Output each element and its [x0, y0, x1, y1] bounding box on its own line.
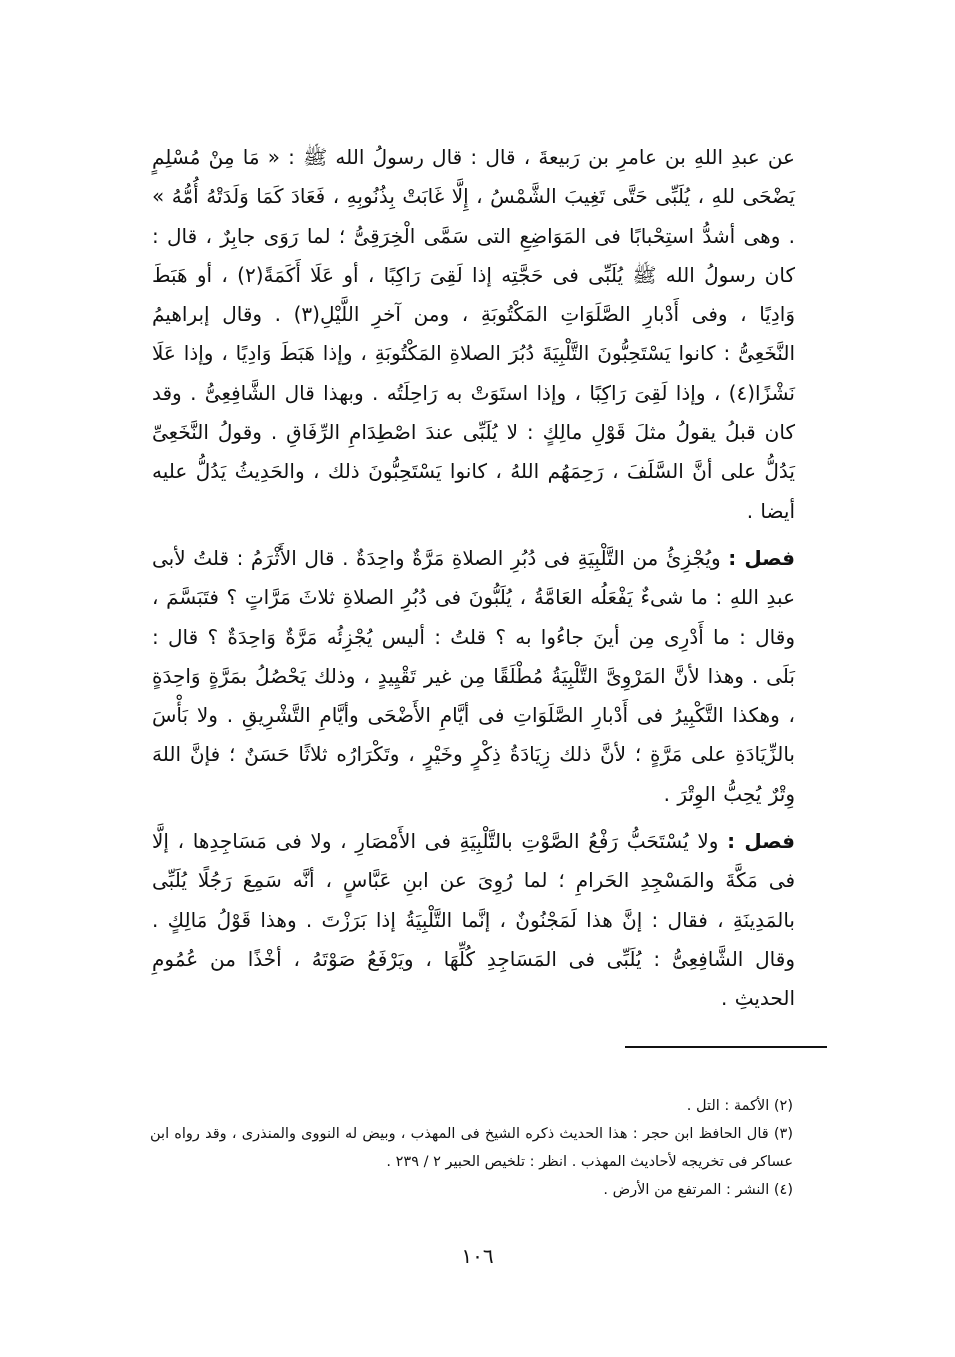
paragraph-fasl-once-after-prayer	[152, 539, 795, 814]
paragraph-text: ويُجْزِئُ من التَّلْبِيَةِ فى دُبُرِ الصلاةِ مَرَّةٌ واحِدَةٌ . قال الأَثْرَمُ : قلتُ لأبى عبدِ اللهِ : ما شىءٌ يَفْعَلُه العَامَّةُ ، يُلَبُّونَ فى دُبُرِ الصلاةِ ثلاثَ مَرَّاتٍ ؟ فتَبَسَّمَ ، وقال : ما أَدْرِى مِن أينَ جاءُوا به ؟ قلتُ : أليس يُجْزِئُه مَرَّةٌ وَاحِدَةٌ ؟ قال : بَلَى . وهذا لأنَّ المَرْوِىَّ التَّلْبِيَةُ مُطْلَقًا مِن غير تَقْيِيدٍ ، وذلك يَحْصُلُ بمَرَّةٍ وَاحِدَةٍ ، وهكذا التَّكْبِيرُ فى أَدْبارِ الصَّلَوَاتِ فى أيَّامِ الأَضْحَى وأيَّامِ التَّشْرِيقِ . ولا بَأْسَ بالزِّيَادَةِ على مَرَّةٍ ؛ لأنَّ ذلك زِيَادَةُ ذِكْرٍ وخَيْرٍ ، وتَكْرَارُه ثلاثًا حَسَنٌ ؛ فإنَّ اللهَ وِتْرٌ يُحِبُّ الوِتْرَ .	[152, 545, 795, 806]
paragraph-text: عن عبدِ اللهِ بن عامرِ بن رَبيعةَ ، قال : قال رسولُ الله ﷺ : « مَا مِنْ مُسْلِمٍ يَضْحَى للهِ ، يُلَبِّى حَتَّى تَغِيبَ الشَّمْسُ ، إِلَّا غَابَتْ بِذُنُوبِهِ ، فَعَادَ كَمَا وَلَدَتْهُ أُمُّهُ » . وهى أشدُّ استِحْبابًا فى المَوَاضِعِ التى سَمَّى الْخِرَقِىُّ ؛ لما رَوَى جابِرٌ ، قال : كان رسولُ الله ﷺ يُلَبِّى فى حَجَّتِه إذا لَقِىَ رَاكِبًا ، أو عَلَا أَكَمَةً(٢) ، أو هَبَطَ وَادِيًا ، وفى أَدْبارِ الصَّلَوَاتِ المَكْتُوبَةِ ، ومن آخرِ اللَّيْلِ(٣) . وقال إبراهيمُ النَّخَعِىُّ : كانوا يَسْتَحِبُّونَ التَّلْبِيَةَ دُبُرَ الصلاةِ المَكْتُوبَةِ ، وإذا هَبَطَ وَادِيًا ، وإذا عَلَا نَشْزًا(٤) ، وإذا لَقِىَ رَاكِبًا ، وإذا استَوَتْ به رَاحِلَتُه . وبهذا قال الشَّافِعِىُّ . وقد كان قبلُ يقولُ مثلَ قَوْلِ مالِكٍ : لا يُلَبِّى عندَ اصْطِدَامِ الرِّفَاقِ . وقولُ النَّخَعِىِّ يَدُلُّ على أنَّ السَّلَفَ ، رَحِمَهُم اللهُ ، كانوا يَسْتَحِبُّونَ ذلك ، والحَدِيثُ يَدُلُّ عليه أيضا .	[152, 145, 795, 523]
paragraph-fasl-raising-voice	[152, 822, 795, 1018]
footnote-4: (٤) النشر : المرتفع من الأرض .	[603, 1182, 793, 1198]
footnotes-block	[150, 1092, 793, 1204]
page-number: ١٠٦	[461, 1244, 494, 1268]
paragraph-text: ولا يُسْتَحَبُّ رَفْعُ الصَّوْتِ بالتَّلْبِيَةِ فى الأَمْصَارِ ، ولا فى مَسَاجِدِها ، إلَّا فى مَكَّةَ والمَسْجِدِ الحَرامِ ؛ لما رُوِىَ عن ابنِ عَبَّاسٍ ، أنَّه سَمِعَ رَجُلًا يُلَبِّى بالمَدِينَةِ ، فقال : إنَّ هذا لَمَجْنُونٌ ، إنَّما التَّلْبِيَةُ إذا بَرَزْتَ . وهذا قَوْلُ مَالِكٍ . وقال الشَّافِعِىُّ : يُلَبِّى فى المَسَاجِدِ كُلِّهَا ، ويَرْفَعُ صَوْتَهُ ، أخْذًا من عُمُومِ الحديثِ .	[152, 829, 795, 1011]
paragraph-talbiya-places	[152, 138, 795, 531]
section-heading-fasl: فصل :	[728, 545, 796, 570]
section-heading-fasl: فصل :	[727, 829, 796, 854]
footnote-3: (٣) قال الحافظ ابن حجر : هذا الحديث ذكره الشيخ فى المهذب ، وبيض له النووى والمنذرى ، وقد رواه ابن عساكر فى تخريجه لأحاديث المهذب . انظر : تلخيص الحبير ٢ / ٢٣٩ .	[150, 1126, 793, 1170]
footnote-divider	[625, 1046, 827, 1048]
main-text-body	[152, 138, 795, 1019]
footnote-2: (٢) الأكمة : التل .	[686, 1098, 793, 1114]
